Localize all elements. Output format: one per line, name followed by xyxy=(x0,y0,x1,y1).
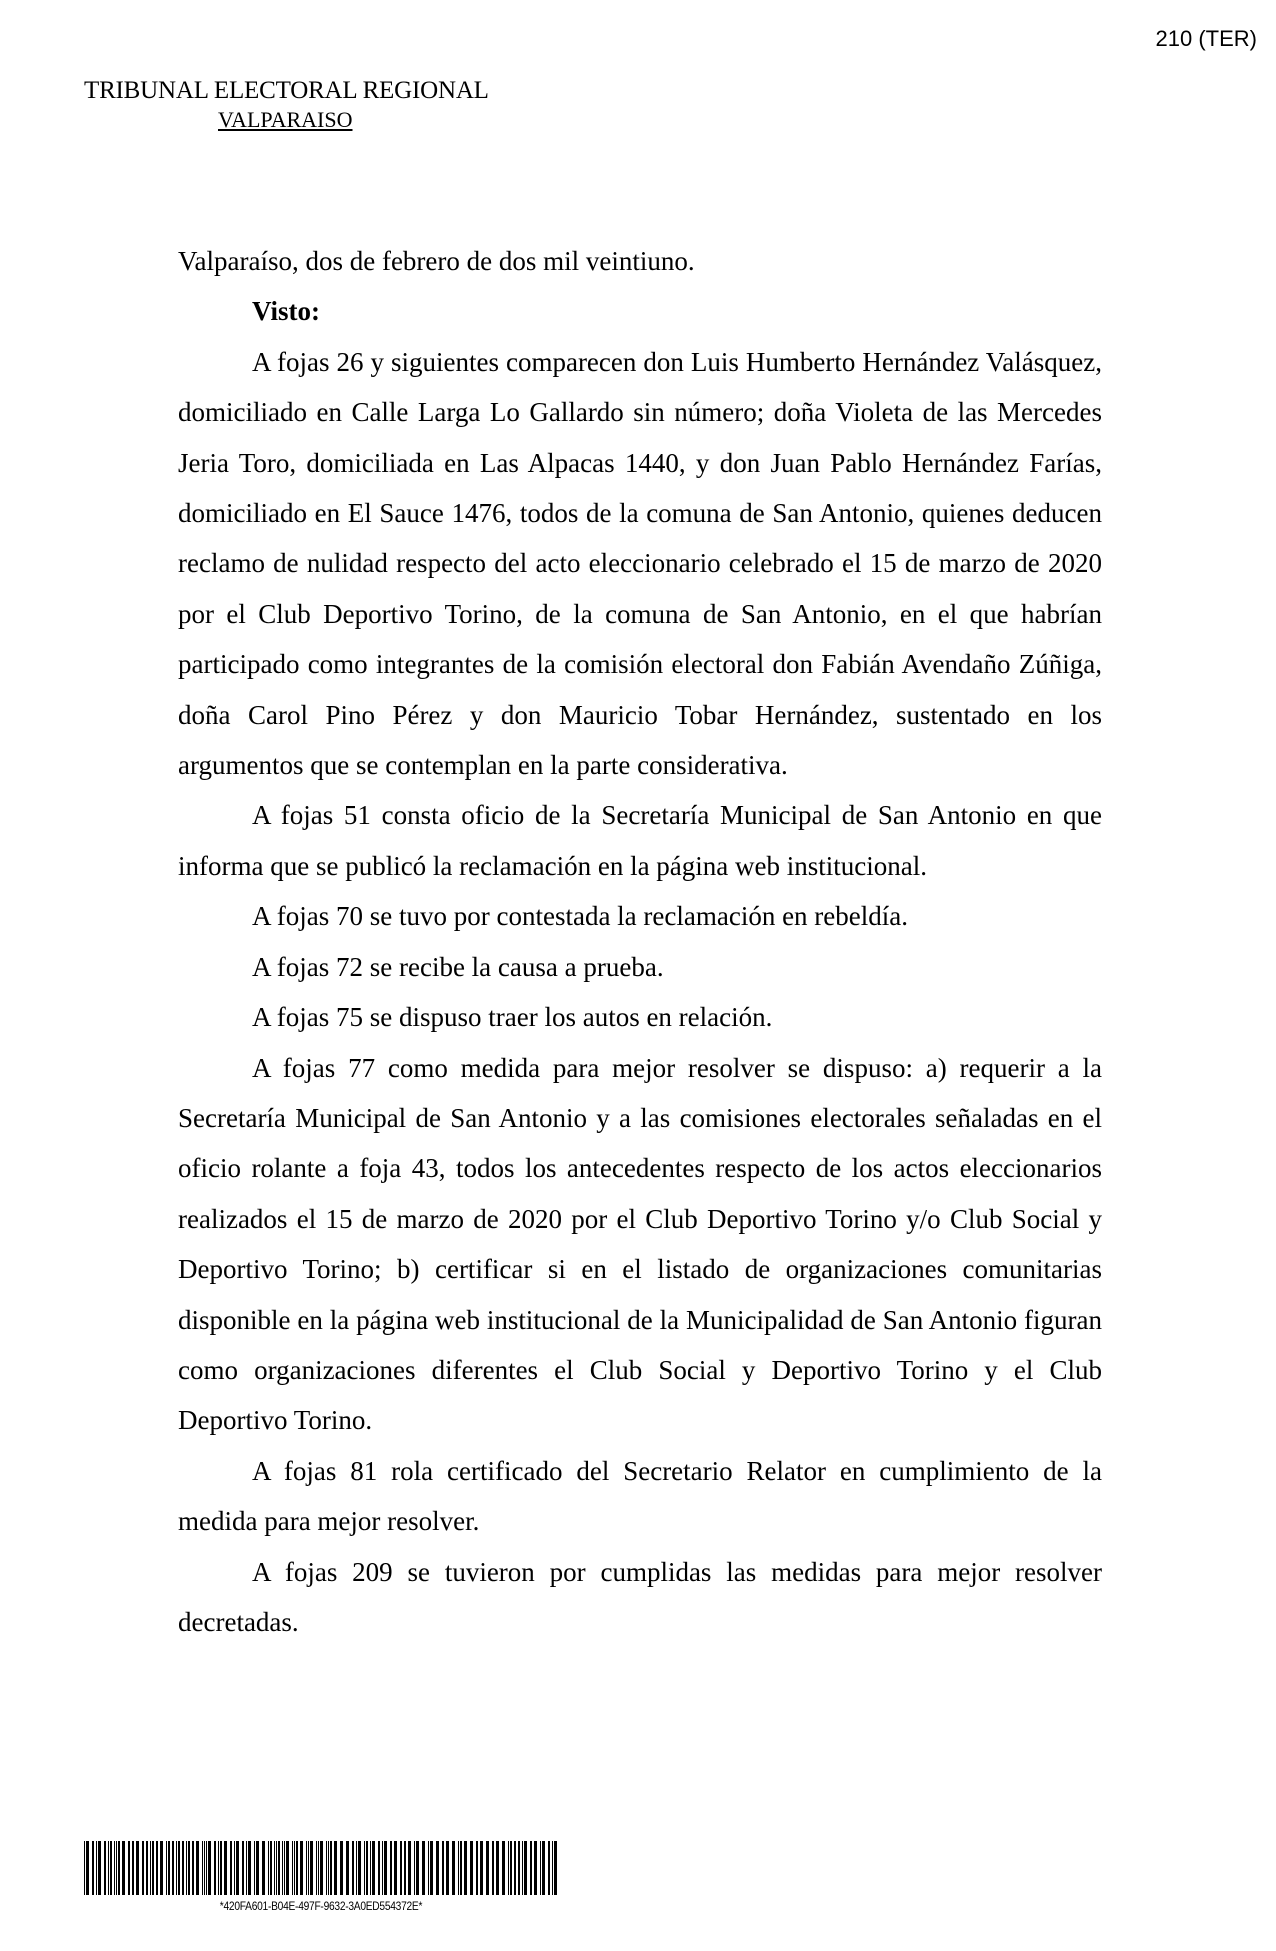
barcode-bar xyxy=(382,1841,383,1895)
letterhead xyxy=(84,76,489,134)
barcode-bar xyxy=(132,1841,134,1895)
barcode-bar xyxy=(142,1841,144,1895)
barcode-bar xyxy=(366,1841,368,1895)
barcode-bar xyxy=(414,1841,415,1895)
barcode-bar xyxy=(510,1841,512,1895)
barcode-bar xyxy=(156,1841,158,1895)
barcode-bar xyxy=(384,1841,387,1895)
barcode-bar xyxy=(242,1841,244,1895)
barcode-bar xyxy=(408,1841,411,1895)
barcode-bar xyxy=(208,1841,211,1895)
barcode-bar xyxy=(118,1841,120,1895)
barcode-bar xyxy=(202,1841,203,1895)
barcode-bar xyxy=(328,1841,329,1895)
barcode-bar xyxy=(436,1841,439,1895)
barcode-bar xyxy=(220,1841,222,1895)
barcode-bar xyxy=(262,1841,265,1895)
barcode-bar xyxy=(476,1841,478,1895)
barcode-bar xyxy=(96,1841,97,1895)
barcode-bar xyxy=(356,1841,357,1895)
barcode-bar xyxy=(318,1841,319,1895)
barcode-bar xyxy=(522,1841,523,1895)
barcode-bar xyxy=(480,1841,483,1895)
barcode-bar xyxy=(286,1841,289,1895)
barcode-bar xyxy=(254,1841,255,1895)
barcode-bar xyxy=(104,1841,106,1895)
barcode-bar xyxy=(404,1841,406,1895)
barcode-bar xyxy=(136,1841,139,1895)
barcode-bar xyxy=(364,1841,365,1895)
barcode-bar xyxy=(514,1841,516,1895)
paragraph-3: A fojas 70 se tuvo por contestada la reclamación en rebeldía. xyxy=(252,901,909,932)
barcode-bar xyxy=(284,1841,285,1895)
barcode-bar xyxy=(554,1841,557,1895)
barcode-bar xyxy=(182,1841,184,1895)
barcode-bar xyxy=(460,1841,462,1895)
barcode-bar xyxy=(542,1841,545,1895)
barcode-bar xyxy=(496,1841,499,1895)
barcode-bar xyxy=(230,1841,232,1895)
barcode-bar xyxy=(552,1841,553,1895)
page-number: 210 (TER) xyxy=(1155,26,1257,51)
barcode-bar xyxy=(188,1841,190,1895)
barcode-bar xyxy=(214,1841,216,1895)
paragraph-8: A fojas 209 se tuvieron por cumplidas las medidas para mejor resolver decretadas. xyxy=(178,1556,1102,1637)
barcode-bar xyxy=(206,1841,207,1895)
barcode-bar xyxy=(86,1841,89,1895)
barcode-bar xyxy=(166,1841,167,1895)
paragraph-6: A fojas 77 como medida para mejor resolver se dispuso: a) requerir a la Secretaría Municipal de San Antonio y a las comisiones electorales señaladas en el oficio rolante a foja 43, todos los antecedentes respecto de los actos eleccionarios realizados el 15 de marzo de 2020 por el Club Deportivo Torino y/o Club Social y Deportivo Torino; b) certificar si en el listado de organizaciones comunitarias disponible en la página web institucional de la Municipalidad de San Antonio figuran como organizaciones diferentes el Club Social y Deportivo Torino y el Club Deportivo Torino. xyxy=(178,1052,1102,1436)
paragraph-5: A fojas 75 se dispuso traer los autos en relación. xyxy=(252,1002,773,1033)
barcode-bar xyxy=(116,1841,117,1895)
letterhead-city: VALPARAISO xyxy=(218,107,353,132)
barcode-bar xyxy=(192,1841,194,1895)
barcode-bar xyxy=(168,1841,170,1895)
barcode-bar xyxy=(518,1841,520,1895)
barcode-bar xyxy=(430,1841,433,1895)
barcode-bar xyxy=(534,1841,537,1895)
barcode-bar xyxy=(370,1841,371,1895)
barcode-bar xyxy=(372,1841,375,1895)
barcode-bar xyxy=(524,1841,527,1895)
barcode-bar xyxy=(394,1841,397,1895)
paragraph-2: A fojas 51 consta oficio de la Secretaría Municipal de San Antonio en que informa que se publicó la reclamación en la página web institucional. xyxy=(178,800,1102,881)
barcode-bar xyxy=(422,1841,425,1895)
paragraph-4: A fojas 72 se recibe la causa a prueba. xyxy=(252,951,664,982)
barcode-bar xyxy=(98,1841,101,1895)
barcode-bar xyxy=(270,1841,272,1895)
barcode-bar xyxy=(306,1841,307,1895)
barcode-bar xyxy=(274,1841,275,1895)
barcode-bar xyxy=(172,1841,174,1895)
barcode-bar xyxy=(256,1841,259,1895)
barcode-bar xyxy=(400,1841,402,1895)
barcode-bar xyxy=(416,1841,419,1895)
barcode-bar xyxy=(452,1841,455,1895)
barcode-bar xyxy=(390,1841,392,1895)
barcode-bar xyxy=(352,1841,354,1895)
barcode-bar xyxy=(508,1841,509,1895)
document-body xyxy=(178,236,1102,1647)
barcode-bar xyxy=(268,1841,269,1895)
barcode-bar xyxy=(530,1841,532,1895)
barcode-bar xyxy=(346,1841,349,1895)
barcode-bar xyxy=(128,1841,130,1895)
barcode-bar xyxy=(196,1841,199,1895)
barcode-bar xyxy=(276,1841,277,1895)
barcode-bar xyxy=(502,1841,505,1895)
barcode-caption: *420FA601-B04E-497F-9632-3A0ED554372E* xyxy=(219,1899,423,1913)
barcode-bar xyxy=(458,1841,459,1895)
barcode-bar xyxy=(110,1841,112,1895)
barcode-bar xyxy=(122,1841,125,1895)
barcode-bar xyxy=(204,1841,205,1895)
paragraph-1: A fojas 26 y siguientes comparecen don Luis Humberto Hernández Valásquez, domiciliado en Calle Larga Lo Gallardo sin número; doña Violeta de las Mercedes Jeria Toro, domiciliada en Las Alpacas 1440, y don Juan Pablo Hernández Farías, domiciliado en El Sauce 1476, todos de la comuna de San Antonio, quienes deducen reclamo de nulidad respecto del acto eleccionario celebrado el 15 de marzo de 2020 por el Club Deportivo Torino, de la comuna de San Antonio, en el que habrían participado como integrantes de la comisión electoral don Fabián Avendaño Zúñiga, doña Carol Pino Pérez y don Mauricio Tobar Hernández, sustentado en los argumentos que se contemplan en la parte considerativa. xyxy=(178,346,1102,781)
barcode-bar xyxy=(108,1841,109,1895)
barcode-bar xyxy=(492,1841,494,1895)
barcode-bar xyxy=(316,1841,317,1895)
barcode-bar xyxy=(378,1841,380,1895)
barcode-block xyxy=(84,1841,558,1913)
barcode-bar xyxy=(234,1841,235,1895)
barcode-bar xyxy=(310,1841,313,1895)
barcode-bar xyxy=(224,1841,227,1895)
barcode-bar xyxy=(330,1841,332,1895)
barcode-bar xyxy=(296,1841,298,1895)
barcode-bar xyxy=(470,1841,473,1895)
paragraph-7: A fojas 81 rola certificado del Secretario Relator en cumplimiento de la medida para mejor resolver. xyxy=(178,1455,1102,1537)
barcode-bar xyxy=(186,1841,187,1895)
barcode-bar xyxy=(236,1841,239,1895)
barcode-bar xyxy=(294,1841,295,1895)
barcode-bar xyxy=(150,1841,151,1895)
barcode-bar xyxy=(248,1841,251,1895)
barcode-bar xyxy=(92,1841,94,1895)
barcode-bar xyxy=(176,1841,177,1895)
barcode-bar xyxy=(540,1841,541,1895)
barcode-bar xyxy=(246,1841,247,1895)
barcode-bar xyxy=(340,1841,343,1895)
barcode-bar xyxy=(334,1841,337,1895)
barcode-bar xyxy=(308,1841,309,1895)
barcode-image xyxy=(84,1841,558,1895)
barcode-bar xyxy=(442,1841,444,1895)
barcode-bar xyxy=(160,1841,163,1895)
barcode-bar xyxy=(428,1841,429,1895)
barcode-bar xyxy=(358,1841,361,1895)
barcode-bar xyxy=(320,1841,323,1895)
barcode-bar xyxy=(300,1841,303,1895)
barcode-bar xyxy=(278,1841,280,1895)
barcode-bar xyxy=(446,1841,449,1895)
letterhead-tribunal-name: TRIBUNAL ELECTORAL REGIONAL xyxy=(84,77,489,104)
barcode-bar xyxy=(152,1841,154,1895)
barcode-bar xyxy=(464,1841,467,1895)
barcode-bar xyxy=(486,1841,489,1895)
barcode-bar xyxy=(292,1841,293,1895)
barcode-bar xyxy=(114,1841,115,1895)
date-line: Valparaíso, dos de febrero de dos mil veintiuno. xyxy=(178,246,695,276)
barcode-bar xyxy=(218,1841,219,1895)
barcode-bar xyxy=(548,1841,550,1895)
section-heading: Visto: xyxy=(252,296,320,327)
barcode-bar xyxy=(178,1841,180,1895)
barcode-bar xyxy=(84,1841,85,1895)
barcode-bar xyxy=(146,1841,148,1895)
barcode-bar xyxy=(326,1841,327,1895)
barcode-bar xyxy=(282,1841,283,1895)
